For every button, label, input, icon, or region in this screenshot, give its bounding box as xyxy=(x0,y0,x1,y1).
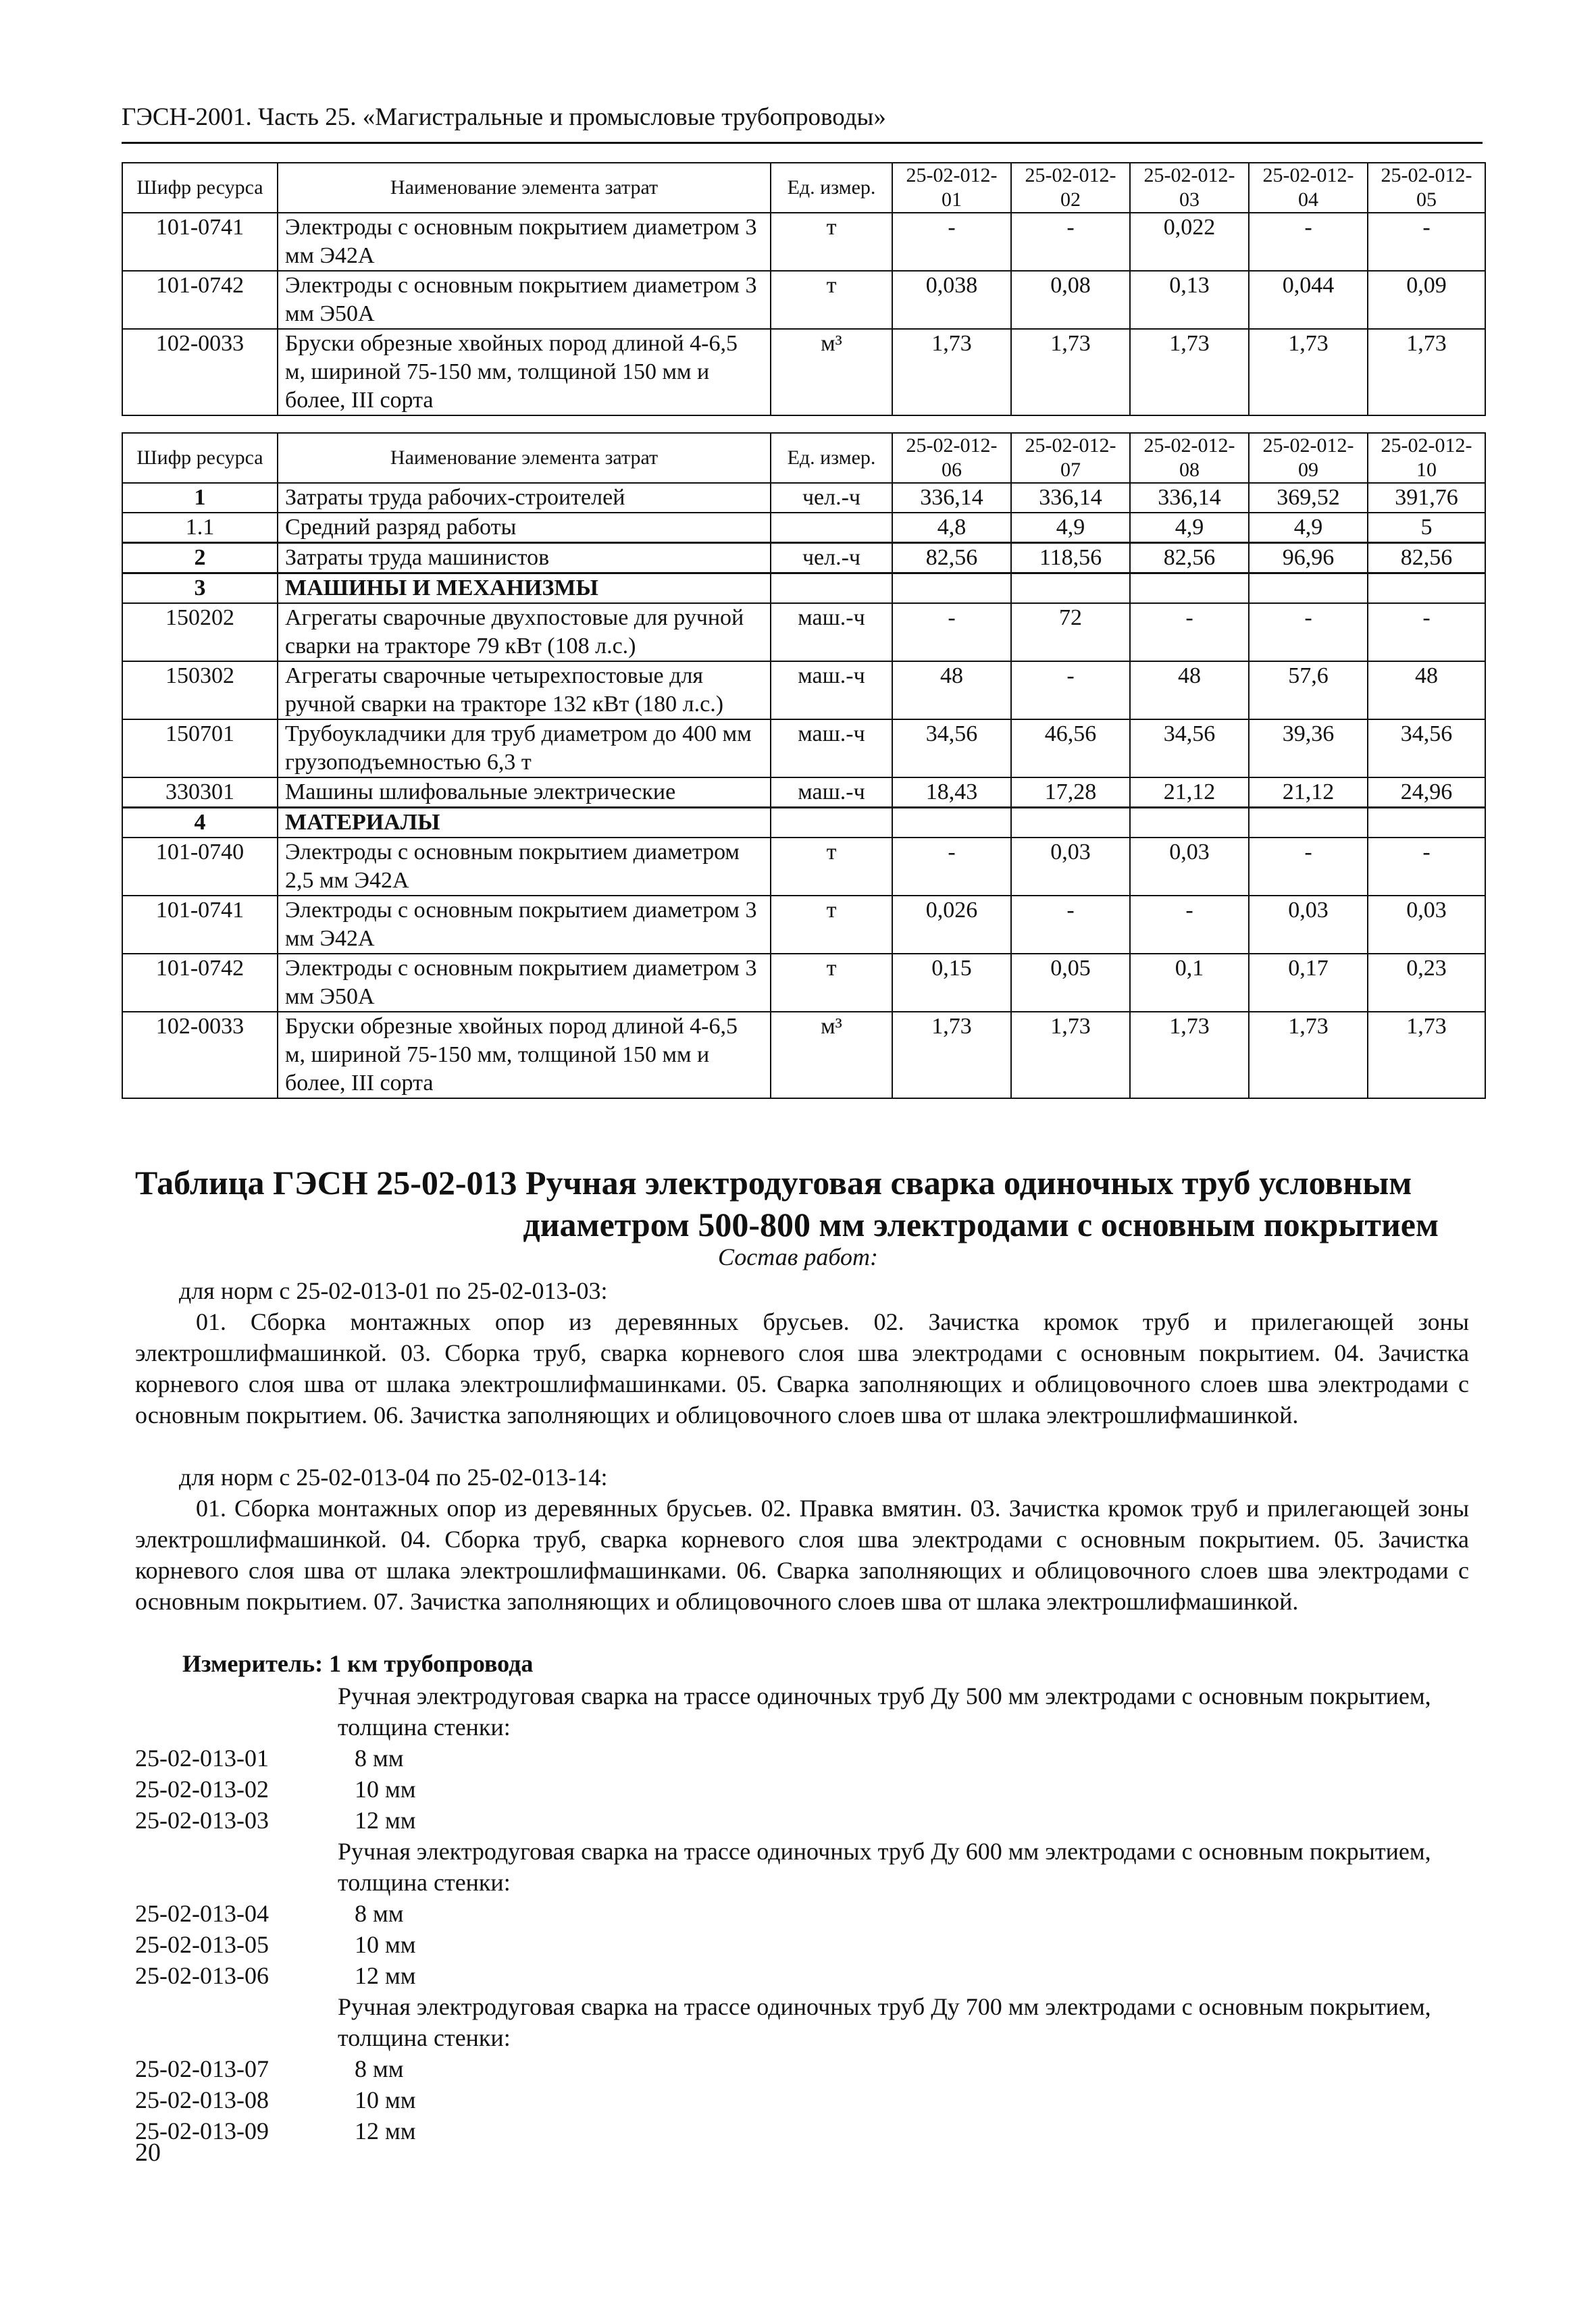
value-cell: 336,14 xyxy=(892,483,1011,513)
unit-cell: м³ xyxy=(771,1012,892,1098)
norm-code: 25-02-013-04 xyxy=(135,1900,269,1927)
section-title-line-2: диаметром 500-800 мм электродами с основным покрытием xyxy=(523,1206,1439,1243)
resource-name-cell: Электроды с основным покрытием диаметром 3 мм Э42А xyxy=(278,213,771,271)
column-header: Наименование элемента затрат xyxy=(278,163,771,213)
value-cell xyxy=(1368,573,1485,604)
table-row xyxy=(122,808,1485,838)
value-cell: 82,56 xyxy=(1368,543,1485,573)
resource-code-cell: 101-0741 xyxy=(122,896,278,954)
norm-value: 12 мм xyxy=(355,1962,416,1989)
value-cell: 21,12 xyxy=(1249,777,1368,808)
value-cell: 0,1 xyxy=(1130,954,1249,1012)
resource-name-cell: Электроды с основным покрытием диаметром 3 мм Э50А xyxy=(278,271,771,329)
table-row xyxy=(122,661,1485,719)
value-cell xyxy=(1130,573,1249,604)
table-row xyxy=(122,603,1485,661)
value-cell: - xyxy=(892,838,1011,896)
unit-cell: маш.-ч xyxy=(771,603,892,661)
value-cell: 336,14 xyxy=(1011,483,1130,513)
norm-group-description: Ручная электродуговая сварка на трассе одиночных труб Ду 600 мм электродами с основным покрытием, толщина стенки: xyxy=(338,1838,1431,1896)
value-cell: 4,8 xyxy=(892,513,1011,543)
table-row xyxy=(122,573,1485,604)
unit-cell: маш.-ч xyxy=(771,719,892,777)
unit-cell xyxy=(771,513,892,543)
resource-name-cell: Электроды с основным покрытием диаметром 3 мм Э50А xyxy=(278,954,771,1012)
unit-cell: т xyxy=(771,271,892,329)
value-cell xyxy=(1011,573,1130,604)
value-cell: 48 xyxy=(1368,661,1485,719)
norm-value: 8 мм xyxy=(355,2055,404,2082)
value-cell: - xyxy=(1011,213,1130,271)
value-cell: - xyxy=(1249,838,1368,896)
column-header: 25-02-012-07 xyxy=(1011,433,1130,483)
resource-table-2 xyxy=(122,432,1486,1099)
resource-name-cell: Затраты труда машинистов xyxy=(278,543,771,573)
resource-name-cell: Машины шлифовальные электрические xyxy=(278,777,771,808)
value-cell: 0,03 xyxy=(1130,838,1249,896)
value-cell xyxy=(1368,808,1485,838)
resource-name-cell: МАШИНЫ И МЕХАНИЗМЫ xyxy=(278,573,771,604)
value-cell: 0,17 xyxy=(1249,954,1368,1012)
resource-code-cell: 3 xyxy=(122,573,278,604)
resource-name-cell: Электроды с основным покрытием диаметром 2,5 мм Э42А xyxy=(278,838,771,896)
value-cell: 1,73 xyxy=(1130,329,1249,415)
column-header: 25-02-012-06 xyxy=(892,433,1011,483)
resource-code-cell: 150202 xyxy=(122,603,278,661)
resource-code-cell: 102-0033 xyxy=(122,1012,278,1098)
resource-name-cell: Бруски обрезные хвойных пород длиной 4-6,5 м, шириной 75-150 мм, толщиной 150 мм и более, III сорта xyxy=(278,1012,771,1098)
norms-b-label: для норм с 25-02-013-04 по 25-02-013-14: xyxy=(179,1464,608,1491)
value-cell: 118,56 xyxy=(1011,543,1130,573)
column-header: 25-02-012-04 xyxy=(1249,163,1368,213)
header-rule xyxy=(122,142,1483,144)
table-row xyxy=(122,719,1485,777)
value-cell: - xyxy=(1249,213,1368,271)
value-cell: 0,03 xyxy=(1368,896,1485,954)
unit-cell: чел.-ч xyxy=(771,483,892,513)
value-cell: 1,73 xyxy=(1249,329,1368,415)
resource-code-cell: 101-0740 xyxy=(122,838,278,896)
value-cell: 369,52 xyxy=(1249,483,1368,513)
table-row xyxy=(122,483,1485,513)
resource-code-cell: 2 xyxy=(122,543,278,573)
value-cell: 39,36 xyxy=(1249,719,1368,777)
value-cell: - xyxy=(892,213,1011,271)
value-cell: 96,96 xyxy=(1249,543,1368,573)
value-cell: 57,6 xyxy=(1249,661,1368,719)
value-cell: 1,73 xyxy=(1249,1012,1368,1098)
resource-code-cell: 101-0742 xyxy=(122,271,278,329)
value-cell: - xyxy=(1130,603,1249,661)
value-cell: 1,73 xyxy=(1130,1012,1249,1098)
table-row xyxy=(122,513,1485,543)
norm-value: 10 мм xyxy=(355,1776,416,1803)
value-cell: - xyxy=(1368,213,1485,271)
value-cell: - xyxy=(1011,896,1130,954)
value-cell: 1,73 xyxy=(892,1012,1011,1098)
resource-code-cell: 150701 xyxy=(122,719,278,777)
value-cell: 0,23 xyxy=(1368,954,1485,1012)
column-header: 25-02-012-03 xyxy=(1130,163,1249,213)
value-cell: 1,73 xyxy=(1368,329,1485,415)
table-row xyxy=(122,543,1485,573)
value-cell: 34,56 xyxy=(1130,719,1249,777)
value-cell: 34,56 xyxy=(892,719,1011,777)
resource-name-cell: МАТЕРИАЛЫ xyxy=(278,808,771,838)
norm-code: 25-02-013-03 xyxy=(135,1807,269,1834)
resource-name-cell: Агрегаты сварочные двухпостовые для ручной сварки на тракторе 79 кВт (108 л.с.) xyxy=(278,603,771,661)
column-header: Наименование элемента затрат xyxy=(278,433,771,483)
unit-cell: т xyxy=(771,213,892,271)
value-cell: 72 xyxy=(1011,603,1130,661)
value-cell xyxy=(1249,573,1368,604)
norm-value: 8 мм xyxy=(355,1745,404,1772)
column-header: 25-02-012-09 xyxy=(1249,433,1368,483)
value-cell: 1,73 xyxy=(1368,1012,1485,1098)
measure-unit: Измеритель: 1 км трубопровода xyxy=(182,1650,534,1677)
norm-code: 25-02-013-09 xyxy=(135,2117,269,2144)
section-title xyxy=(135,1162,1439,1245)
resource-name-cell: Бруски обрезные хвойных пород длиной 4-6,5 м, шириной 75-150 мм, толщиной 150 мм и более, III сорта xyxy=(278,329,771,415)
unit-cell xyxy=(771,573,892,604)
value-cell: 34,56 xyxy=(1368,719,1485,777)
resource-code-cell: 4 xyxy=(122,808,278,838)
norms-a-label: для норм с 25-02-013-01 по 25-02-013-03: xyxy=(179,1277,608,1304)
norm-value: 10 мм xyxy=(355,2086,416,2113)
resource-name-cell: Трубоукладчики для труб диаметром до 400 мм грузоподъемностью 6,3 т xyxy=(278,719,771,777)
value-cell: 0,15 xyxy=(892,954,1011,1012)
value-cell: - xyxy=(1249,603,1368,661)
value-cell: 1,73 xyxy=(892,329,1011,415)
table-row xyxy=(122,1012,1485,1098)
value-cell: - xyxy=(1130,896,1249,954)
norm-code: 25-02-013-07 xyxy=(135,2055,269,2082)
unit-cell: маш.-ч xyxy=(771,777,892,808)
value-cell: 0,13 xyxy=(1130,271,1249,329)
running-header: ГЭСН-2001. Часть 25. «Магистральные и промысловые трубопроводы» xyxy=(122,103,886,131)
unit-cell: м³ xyxy=(771,329,892,415)
value-cell xyxy=(1249,808,1368,838)
value-cell: 0,044 xyxy=(1249,271,1368,329)
norms-b-text: 01. Сборка монтажных опор из деревянных брусьев. 02. Правка вмятин. 03. Зачистка кромок труб и прилегающей зоны электрошлифмашинкой. 04. Сборка труб, сварка корневого слоя шва электродами с основным покрытием. 05. Зачистка корневого слоя шва от шлака электрошлифмашинками. 06. Сварка заполняющих и облицовочного слоев шва электродами с основным покрытием. 07. Зачистка заполняющих и облицовочного слоев шва от шлака электрошлифмашинкой. xyxy=(135,1495,1469,1615)
value-cell: 0,038 xyxy=(892,271,1011,329)
value-cell: 5 xyxy=(1368,513,1485,543)
column-header: 25-02-012-05 xyxy=(1368,163,1485,213)
column-header: 25-02-012-02 xyxy=(1011,163,1130,213)
value-cell xyxy=(892,573,1011,604)
norm-value: 12 мм xyxy=(355,2117,416,2144)
unit-cell xyxy=(771,808,892,838)
value-cell: 0,08 xyxy=(1011,271,1130,329)
column-header: Шифр ресурса xyxy=(122,163,278,213)
norm-group-description: Ручная электродуговая сварка на трассе одиночных труб Ду 700 мм электродами с основным покрытием, толщина стенки: xyxy=(338,1993,1431,2051)
value-cell: 17,28 xyxy=(1011,777,1130,808)
norm-code: 25-02-013-06 xyxy=(135,1962,269,1989)
value-cell: 24,96 xyxy=(1368,777,1485,808)
value-cell: - xyxy=(1368,603,1485,661)
column-header: 25-02-012-10 xyxy=(1368,433,1485,483)
norm-code: 25-02-013-02 xyxy=(135,1776,269,1803)
value-cell: 46,56 xyxy=(1011,719,1130,777)
value-cell: 48 xyxy=(1130,661,1249,719)
table-row xyxy=(122,896,1485,954)
unit-cell: т xyxy=(771,838,892,896)
column-header: Шифр ресурса xyxy=(122,433,278,483)
value-cell xyxy=(892,808,1011,838)
table-header-row xyxy=(122,163,1485,213)
value-cell: - xyxy=(1011,661,1130,719)
resource-name-cell: Средний разряд работы xyxy=(278,513,771,543)
value-cell: 21,12 xyxy=(1130,777,1249,808)
resource-code-cell: 1.1 xyxy=(122,513,278,543)
norm-code: 25-02-013-05 xyxy=(135,1931,269,1958)
section-subtitle: Состав работ: xyxy=(718,1243,878,1270)
value-cell: 0,03 xyxy=(1249,896,1368,954)
value-cell: - xyxy=(892,603,1011,661)
resource-code-cell: 102-0033 xyxy=(122,329,278,415)
table-row xyxy=(122,777,1485,808)
resource-code-cell: 150302 xyxy=(122,661,278,719)
resource-code-cell: 1 xyxy=(122,483,278,513)
resource-table-1 xyxy=(122,162,1486,416)
resource-code-cell: 101-0742 xyxy=(122,954,278,1012)
table-row xyxy=(122,329,1485,415)
value-cell: 0,09 xyxy=(1368,271,1485,329)
value-cell: 48 xyxy=(892,661,1011,719)
norm-code: 25-02-013-01 xyxy=(135,1745,269,1772)
norm-value: 12 мм xyxy=(355,1807,416,1834)
value-cell: 82,56 xyxy=(1130,543,1249,573)
value-cell: 4,9 xyxy=(1011,513,1130,543)
norm-group-description: Ручная электродуговая сварка на трассе одиночных труб Ду 500 мм электродами с основным покрытием, толщина стенки: xyxy=(338,1682,1431,1741)
value-cell: 0,05 xyxy=(1011,954,1130,1012)
table-row xyxy=(122,954,1485,1012)
table-row xyxy=(122,213,1485,271)
resource-name-cell: Электроды с основным покрытием диаметром 3 мм Э42А xyxy=(278,896,771,954)
norms-a-text: 01. Сборка монтажных опор из деревянных брусьев. 02. Зачистка кромок труб и прилегающей зоны электрошлифмашинкой. 03. Сборка труб, сварка корневого слоя шва электродами с основным покрытием. 04. Зачистка корневого слоя шва от шлака электрошлифмашинками. 05. Сварка заполняющих и облицовочного слоев шва электродами с основным покрытием. 06. Зачистка заполняющих и облицовочного слоев шва от шлака электрошлифмашинкой. xyxy=(135,1308,1469,1429)
column-header: 25-02-012-01 xyxy=(892,163,1011,213)
value-cell: 0,022 xyxy=(1130,213,1249,271)
unit-cell: т xyxy=(771,896,892,954)
norm-code: 25-02-013-08 xyxy=(135,2086,269,2113)
resource-code-cell: 101-0741 xyxy=(122,213,278,271)
value-cell: 82,56 xyxy=(892,543,1011,573)
value-cell: 1,73 xyxy=(1011,1012,1130,1098)
table-row xyxy=(122,271,1485,329)
value-cell xyxy=(1130,808,1249,838)
page-number: 20 xyxy=(135,2138,161,2167)
column-header: Ед. измер. xyxy=(771,433,892,483)
value-cell: 391,76 xyxy=(1368,483,1485,513)
resource-code-cell: 330301 xyxy=(122,777,278,808)
value-cell: 0,026 xyxy=(892,896,1011,954)
norm-value: 8 мм xyxy=(355,1900,404,1927)
column-header: 25-02-012-08 xyxy=(1130,433,1249,483)
table-header-row xyxy=(122,433,1485,483)
table-row xyxy=(122,838,1485,896)
value-cell: 4,9 xyxy=(1249,513,1368,543)
column-header: Ед. измер. xyxy=(771,163,892,213)
value-cell: 18,43 xyxy=(892,777,1011,808)
value-cell: 0,03 xyxy=(1011,838,1130,896)
value-cell: 1,73 xyxy=(1011,329,1130,415)
unit-cell: чел.-ч xyxy=(771,543,892,573)
resource-name-cell: Агрегаты сварочные четырехпостовые для ручной сварки на тракторе 132 кВт (180 л.с.) xyxy=(278,661,771,719)
value-cell: 336,14 xyxy=(1130,483,1249,513)
unit-cell: т xyxy=(771,954,892,1012)
unit-cell: маш.-ч xyxy=(771,661,892,719)
norm-value: 10 мм xyxy=(355,1931,416,1958)
resource-name-cell: Затраты труда рабочих-строителей xyxy=(278,483,771,513)
section-title-line-1: Таблица ГЭСН 25-02-013 Ручная электродуговая сварка одиночных труб условным xyxy=(135,1164,1412,1202)
value-cell xyxy=(1011,808,1130,838)
value-cell: 4,9 xyxy=(1130,513,1249,543)
value-cell: - xyxy=(1368,838,1485,896)
